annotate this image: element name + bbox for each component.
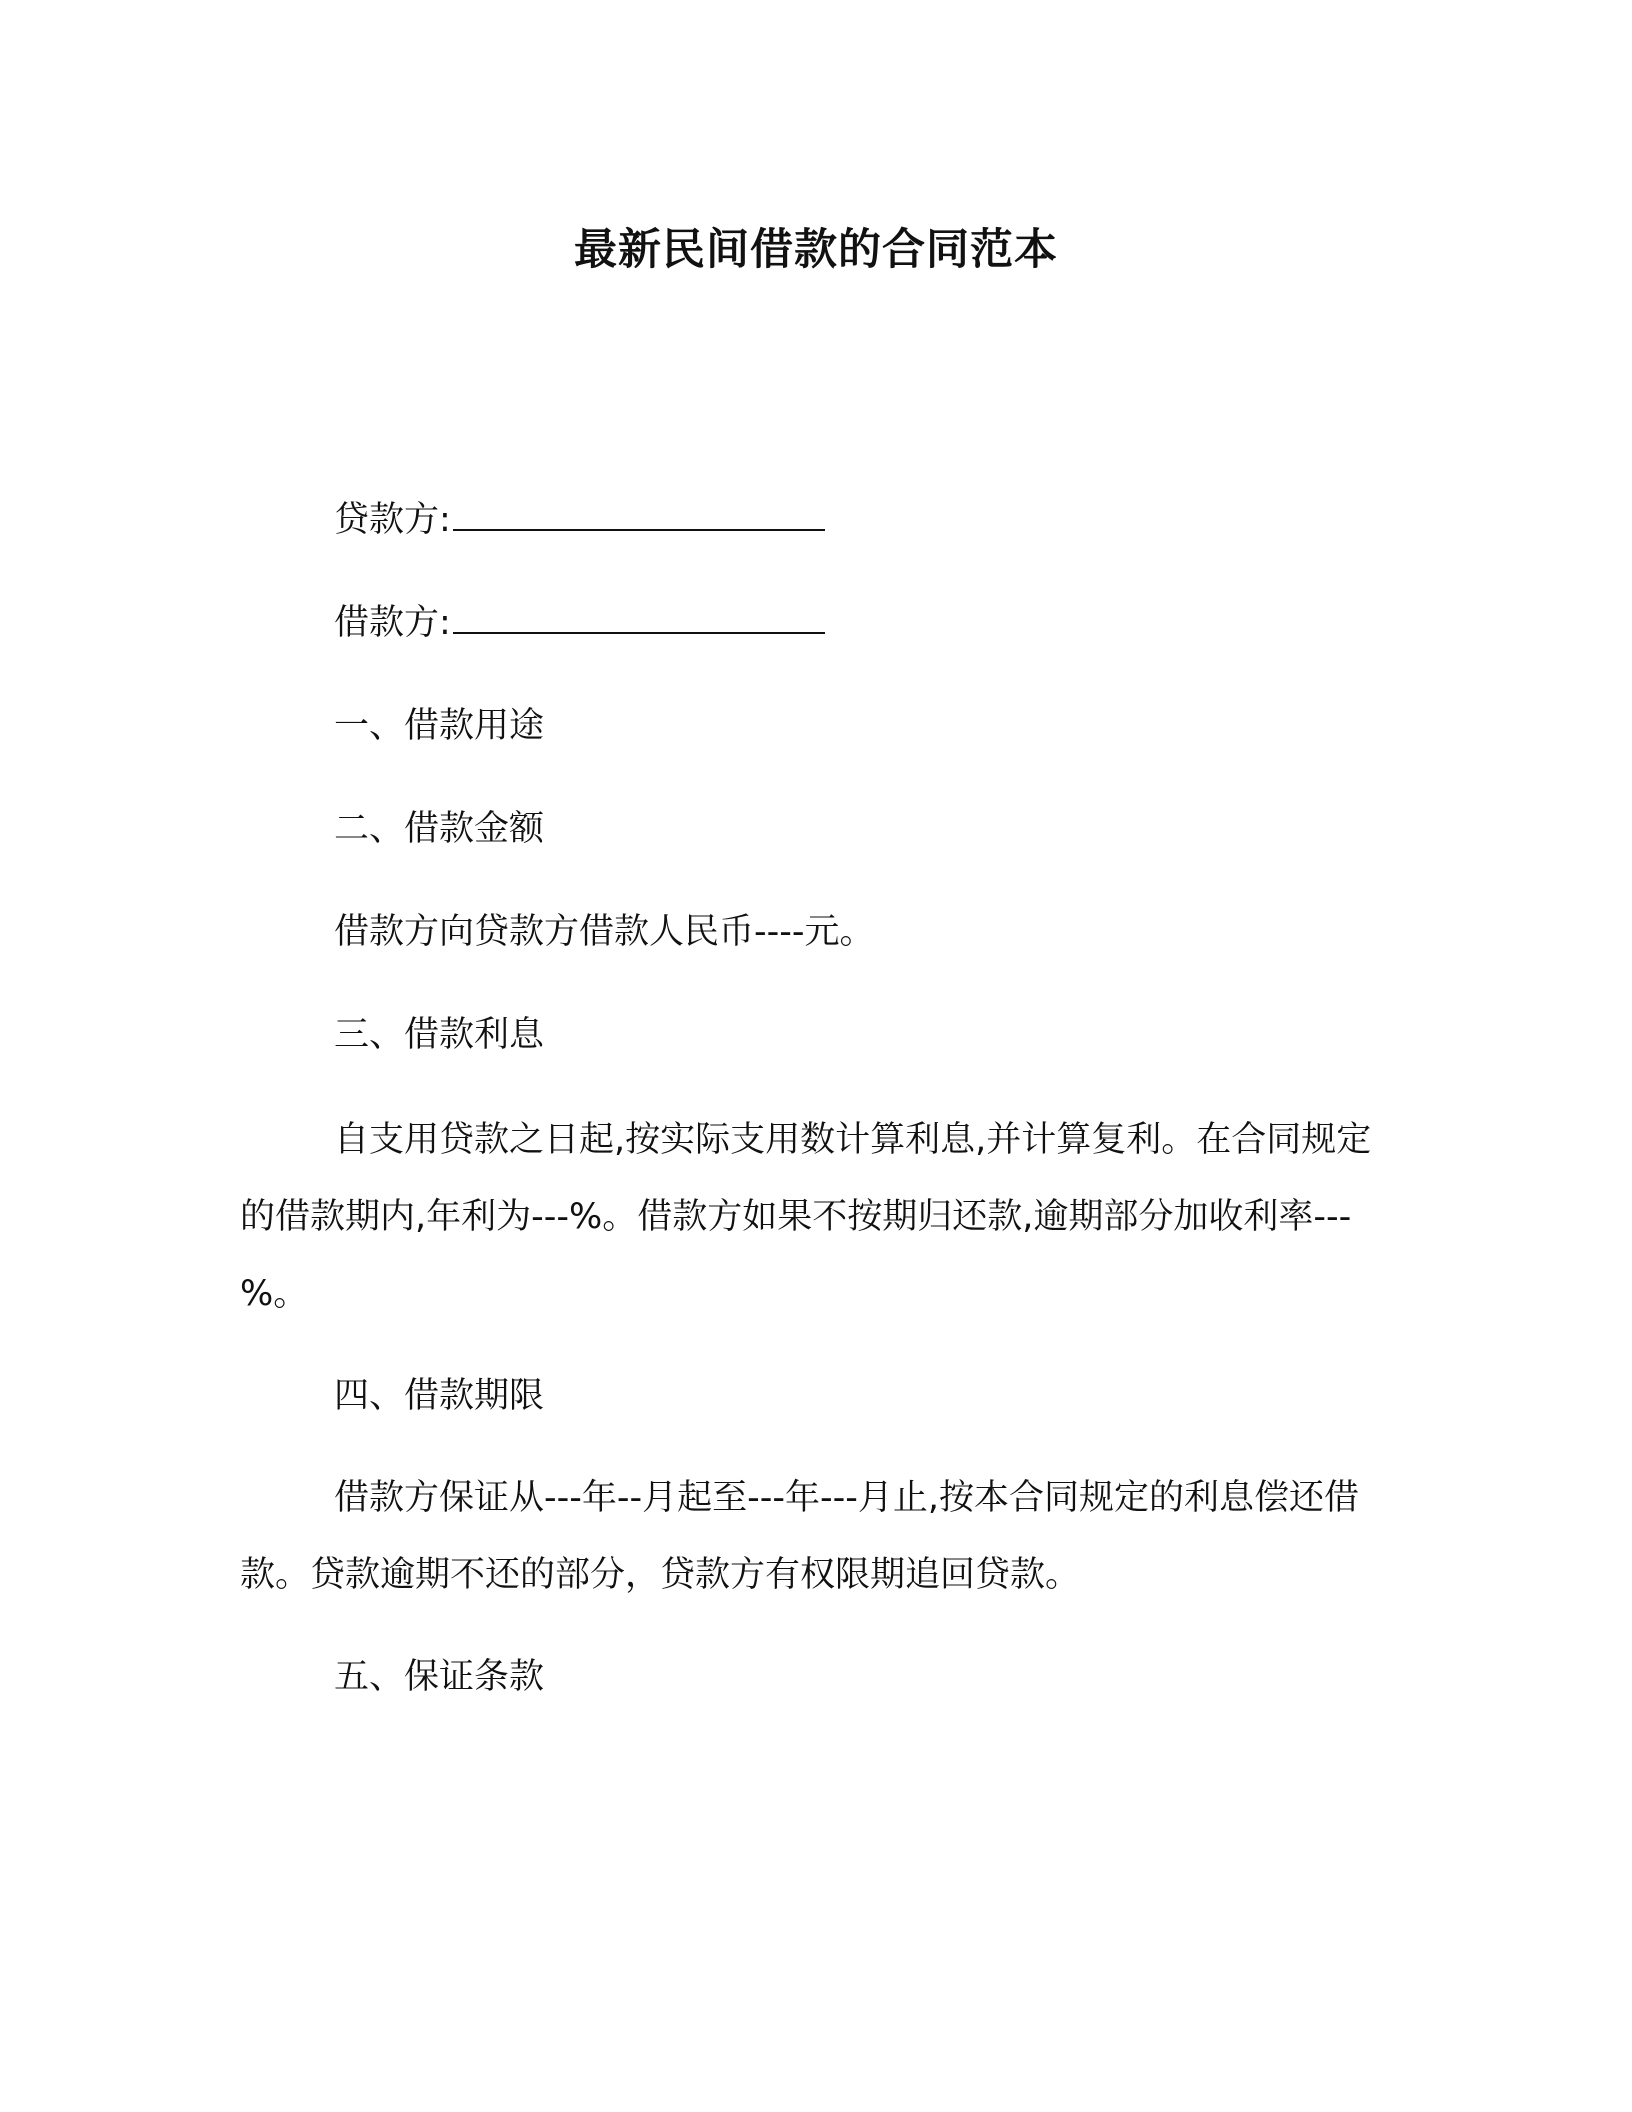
section-heading-guarantee: 五、保证条款 — [334, 1657, 545, 1697]
section-heading-purpose: 一、借款用途 — [334, 706, 545, 746]
borrower-label: 借款方: — [334, 603, 451, 643]
lender-label: 贷款方: — [334, 500, 451, 540]
lender-line — [334, 492, 825, 548]
lender-blank — [453, 499, 825, 531]
section-body-amount: 借款方向贷款方借款人民币----元。 — [334, 912, 875, 952]
section-heading-amount: 二、借款金额 — [334, 809, 545, 849]
section-body-term: 借款方保证从---年--月起至---年---月止,按本合同规定的利息偿还借款。贷款逾期不还的部分，贷款方有权限期追回贷款。 — [240, 1478, 1360, 1595]
section-body-interest: 自支用贷款之日起,按实际支用数计算利息,并计算复利。在合同规定的借款期内,年利为---%。借款方如果不按期归还款,逾期部分加收利率---%。 — [240, 1120, 1372, 1314]
document-title: 最新民间借款的合同范本 — [574, 225, 1058, 275]
borrower-blank — [453, 602, 825, 634]
section-heading-interest: 三、借款利息 — [334, 1015, 545, 1055]
section-heading-term: 四、借款期限 — [334, 1376, 545, 1416]
borrower-line — [334, 595, 825, 651]
